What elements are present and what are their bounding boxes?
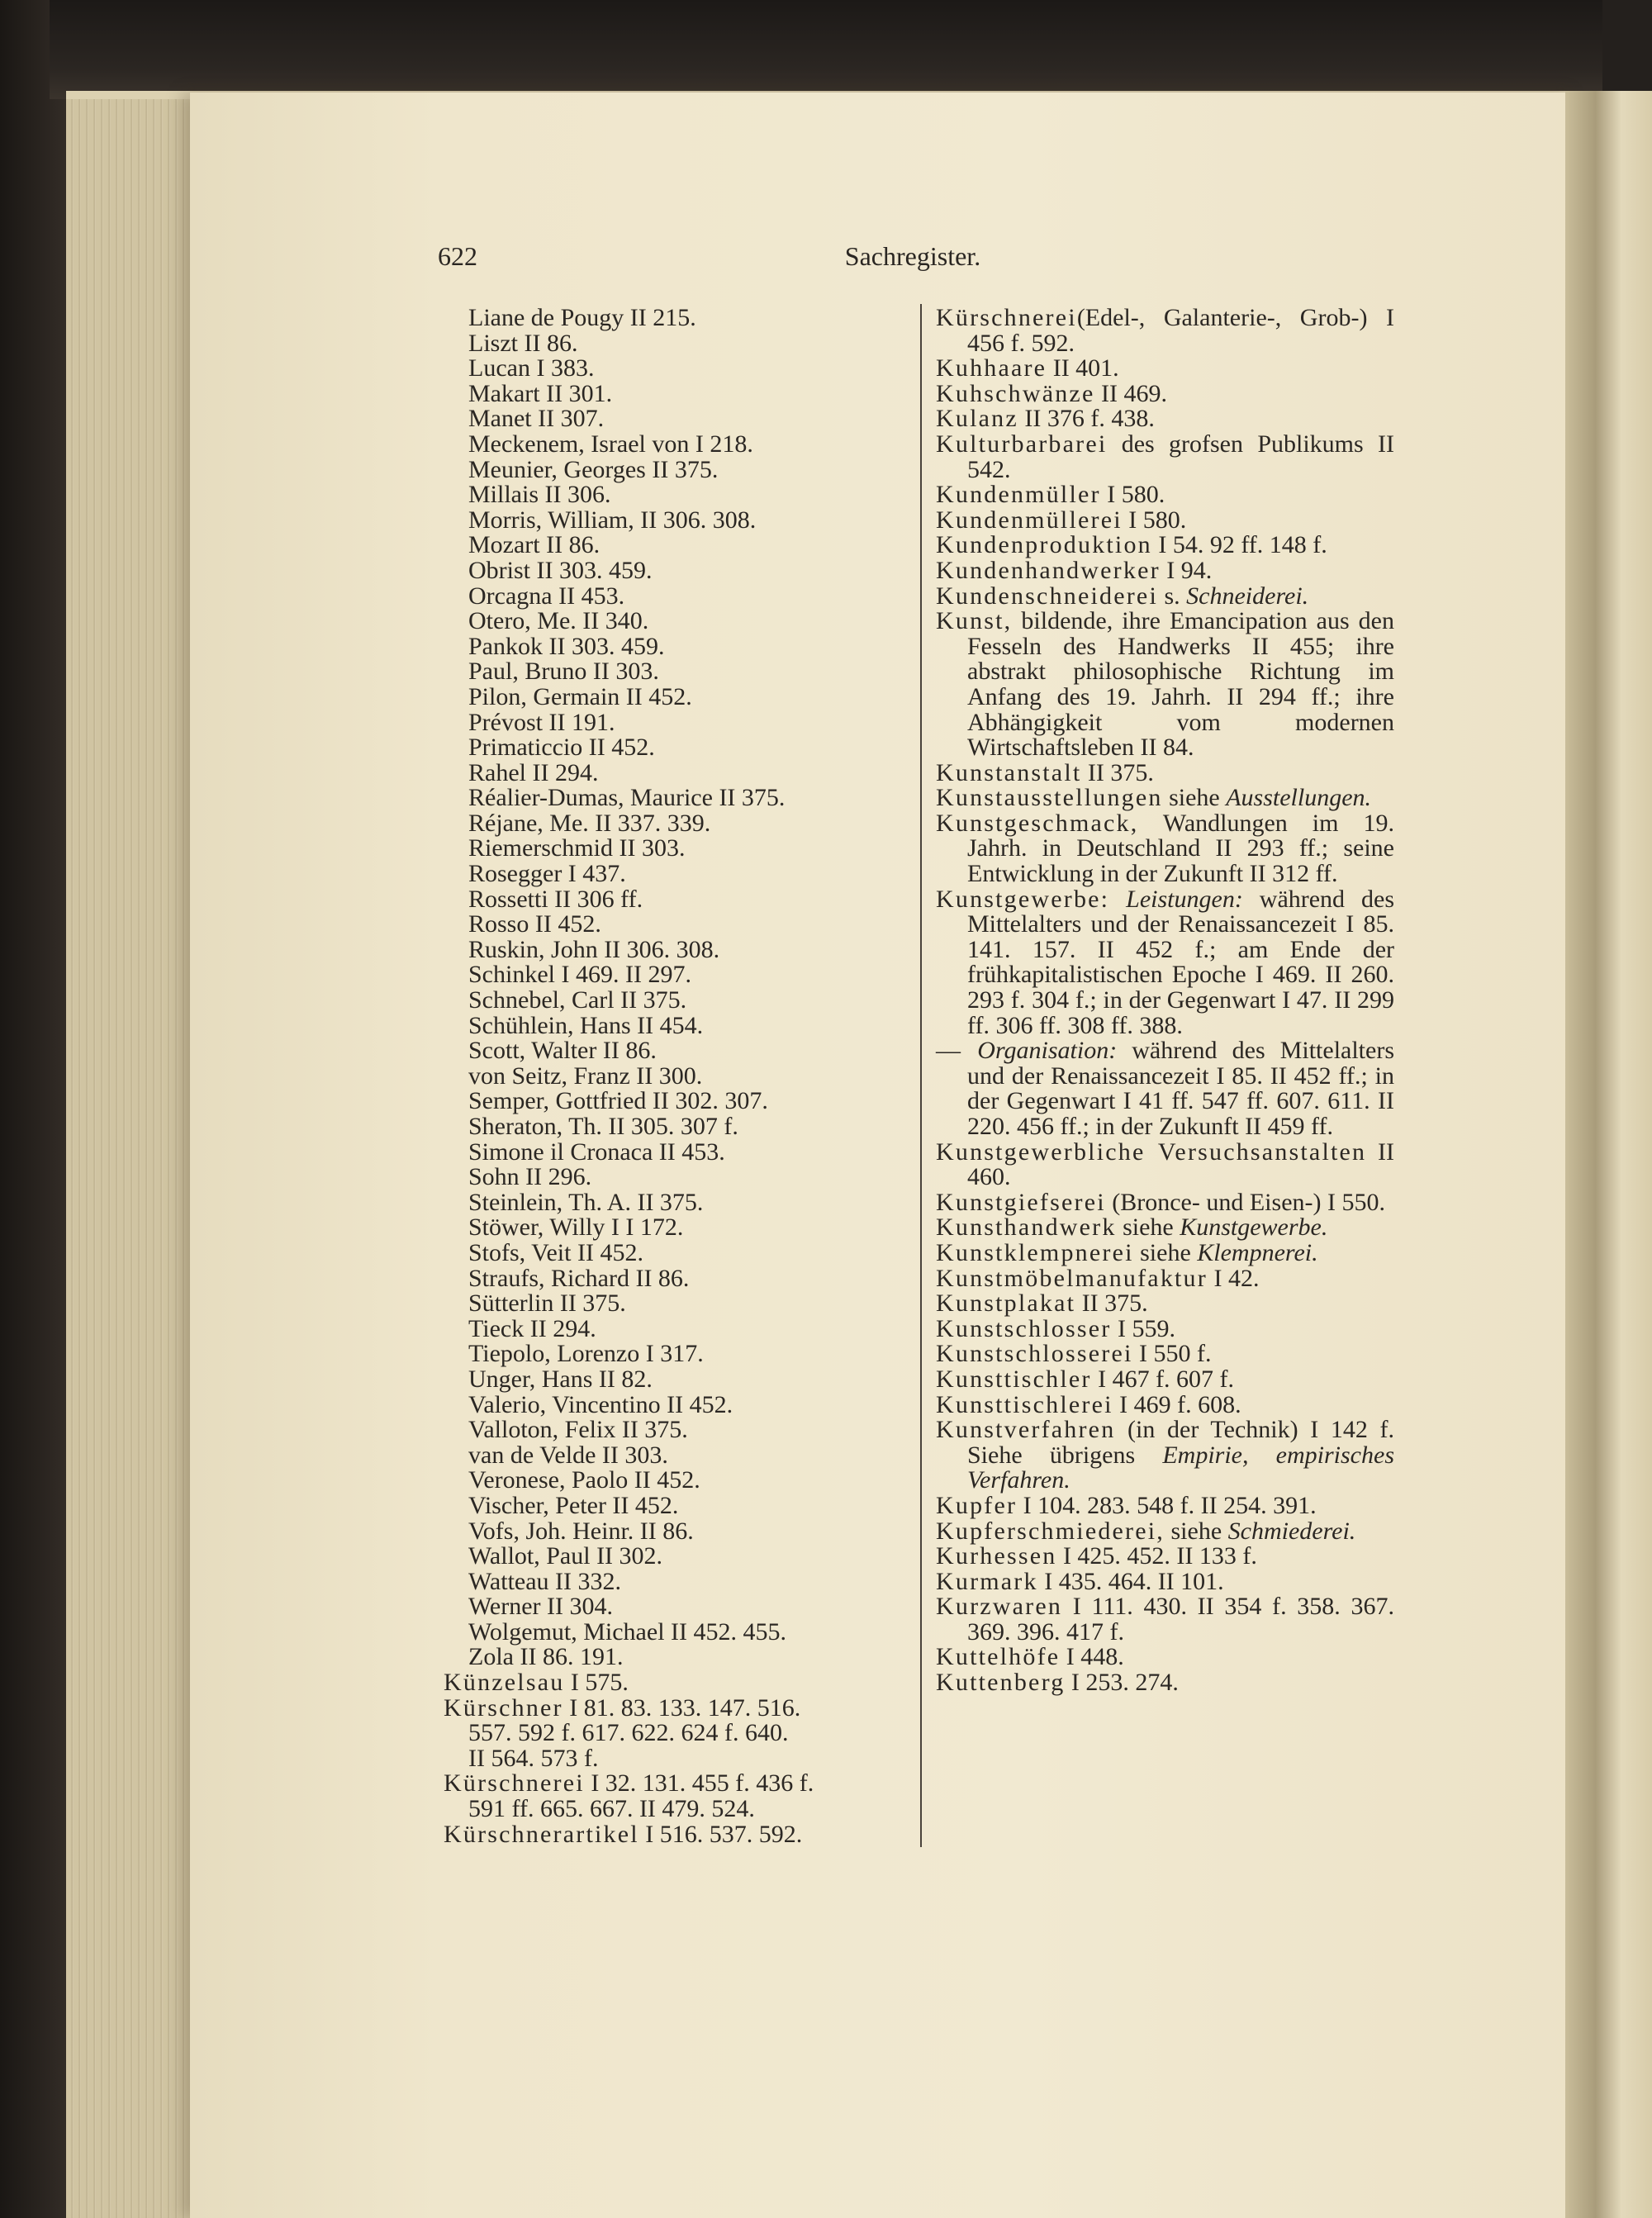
index-entry <box>936 558 1394 584</box>
index-entry <box>444 1314 906 1342</box>
index-keyword: Kupfer <box>936 1491 1018 1519</box>
index-refs: siehe <box>1165 1517 1228 1545</box>
index-refs: Rosegger I 437. <box>468 860 626 888</box>
index-refs: II 564. 573 f. <box>468 1744 599 1772</box>
index-keyword: Kürschnerei <box>444 1769 585 1798</box>
index-entry <box>936 1491 1394 1519</box>
index-refs: siehe <box>1116 1213 1180 1242</box>
index-refs: Morris, William, II 306. 308. <box>468 506 757 534</box>
index-keyword: Kurhessen <box>936 1542 1057 1570</box>
index-column-right <box>936 306 1394 1696</box>
index-refs: Paul, Bruno II 303. <box>468 658 659 686</box>
index-crossref: Schneiderei. <box>1186 582 1309 610</box>
index-keyword: Kundenproduktion <box>936 531 1152 559</box>
index-keyword: Kunst, <box>936 607 1013 635</box>
index-crossref: Kunstgewerbe. <box>1180 1213 1328 1242</box>
index-entry <box>444 1544 906 1570</box>
index-refs: Semper, Gottfried II 302. 307. <box>468 1087 768 1115</box>
index-refs: Wolgemut, Michael II 452. 455. <box>468 1617 787 1646</box>
index-entry <box>444 306 906 331</box>
index-entry <box>444 1137 906 1166</box>
index-refs: I 516. 537. 592. <box>638 1820 803 1848</box>
index-entry <box>444 811 906 837</box>
index-entry <box>936 1266 1394 1292</box>
index-refs: I 94. <box>1160 556 1213 584</box>
index-refs: Steinlein, Th. A. II 375. <box>468 1188 704 1216</box>
index-entry <box>444 1064 906 1090</box>
index-entry <box>444 1190 906 1216</box>
index-entry <box>444 1617 906 1646</box>
index-entry <box>936 1342 1394 1367</box>
index-entry <box>444 1645 906 1670</box>
index-refs: I 54. 92 ff. 148 f. <box>1151 531 1327 559</box>
index-refs: Tiepolo, Lorenzo I 317. <box>468 1340 704 1368</box>
index-refs: siehe <box>1162 784 1227 812</box>
index-entry <box>936 1038 1394 1139</box>
index-refs: Scott, Walter II 86. <box>468 1037 657 1065</box>
index-entry <box>444 935 906 963</box>
index-refs: Mozart II 86. <box>468 531 601 559</box>
index-refs: Stöwer, Willy I I 172. <box>468 1213 684 1242</box>
index-refs: Simone il Cronaca II 453. <box>468 1137 725 1166</box>
index-refs: Rahel II 294. <box>468 758 599 786</box>
index-entry <box>444 1011 906 1039</box>
index-keyword: Kulturbarbarei <box>936 430 1108 458</box>
index-refs: I 467 f. 607 f. <box>1091 1365 1235 1393</box>
index-keyword: Kürschnerartikel <box>444 1820 639 1848</box>
index-refs: während des Mittelalters und der Renaissancezeit I 85. II 452 ff.; in der Gegenwart I 41 ff. 547 ff. 607. 611. II 220. 456 ff.; in der Zukunft II 459 ff. <box>967 1037 1394 1140</box>
index-refs: Riemerschmid II 303. <box>468 834 686 862</box>
index-entry <box>936 1390 1394 1418</box>
index-refs: Prévost II 191. <box>468 708 615 736</box>
index-refs: Meunier, Georges II 375. <box>468 455 719 483</box>
index-refs: II 375. <box>1081 758 1154 786</box>
index-refs: I 580. <box>1122 506 1187 534</box>
index-refs: Otero, Me. II 340. <box>468 607 649 635</box>
index-entry <box>444 758 906 786</box>
index-refs <box>1109 886 1126 913</box>
index-refs: I 104. 283. 548 f. II 254. 391. <box>1017 1491 1317 1519</box>
index-entry <box>936 1418 1394 1494</box>
index-refs: Meckenem, Israel von I 218. <box>468 430 753 458</box>
page-number: 622 <box>438 241 477 271</box>
index-entry <box>444 682 906 710</box>
book-top-edge <box>50 0 1602 99</box>
index-refs: Millais II 306. <box>468 481 611 509</box>
index-refs: Wandlungen im 19. Jahrh. in Deutschland II 293 ff.; seine Entwicklung in der Zukunft II 312 ff. <box>967 809 1394 888</box>
index-entry <box>444 1797 906 1822</box>
index-keyword: Kulanz <box>936 405 1018 433</box>
index-keyword: Künzelsau <box>444 1669 565 1697</box>
index-entry <box>936 1215 1394 1241</box>
index-keyword: Kunsttischler <box>936 1365 1092 1393</box>
index-refs: Zola II 86. 191. <box>468 1643 624 1671</box>
index-refs: Primaticcio II 452. <box>468 734 655 762</box>
index-entry <box>936 887 1394 1039</box>
index-refs: Unger, Hans II 82. <box>468 1365 653 1393</box>
index-entry <box>936 758 1394 786</box>
index-keyword: Kunstklempnerei <box>936 1238 1134 1266</box>
index-entry <box>444 1114 906 1140</box>
index-refs: s. <box>1157 582 1187 610</box>
index-keyword: Kürschnerei <box>936 304 1077 331</box>
index-entry <box>444 432 906 458</box>
index-entry <box>444 836 906 862</box>
index-entry <box>444 609 906 634</box>
index-entry <box>444 634 906 660</box>
index-refs: Tieck II 294. <box>468 1314 596 1342</box>
index-keyword: Kundenmüllerei <box>936 506 1123 534</box>
index-refs: I 253. 274. <box>1065 1669 1179 1697</box>
index-refs: Sheraton, Th. II 305. 307 f. <box>468 1113 738 1140</box>
index-refs: I 550 f. <box>1132 1340 1212 1368</box>
index-entry <box>444 1238 906 1266</box>
index-keyword: Kunstanstalt <box>936 758 1082 786</box>
index-entry <box>444 912 906 938</box>
index-entry <box>444 379 906 407</box>
index-crossref: Leistungen: <box>1126 885 1243 913</box>
index-entry <box>444 1367 906 1393</box>
index-entry <box>444 1215 906 1241</box>
index-refs: I 111. 430. II 354 f. 358. 367. 369. 396. 417 f. <box>967 1593 1394 1646</box>
index-keyword: Kundenhandwerker <box>936 556 1161 584</box>
index-refs: Straufs, Richard II 86. <box>468 1264 690 1292</box>
index-keyword: Kunstgiefserei <box>936 1188 1106 1216</box>
index-entry <box>444 887 906 913</box>
index-entry <box>936 584 1394 610</box>
index-refs: siehe <box>1133 1238 1198 1266</box>
index-entry <box>936 432 1394 482</box>
index-entry <box>444 1266 906 1292</box>
index-entry <box>444 482 906 508</box>
index-entry <box>444 455 906 483</box>
index-entry <box>444 1418 906 1443</box>
index-refs: I 42. <box>1207 1264 1260 1292</box>
index-refs: von Seitz, Franz II 300. <box>468 1062 703 1090</box>
index-entry <box>444 406 906 432</box>
index-entry <box>936 1594 1394 1645</box>
index-keyword: — <box>936 1037 963 1065</box>
index-entry <box>936 533 1394 558</box>
index-keyword: Kunstverfahren <box>936 1416 1116 1444</box>
index-keyword: Kuhschwänze <box>936 379 1095 407</box>
index-entry <box>444 1693 906 1722</box>
index-refs: Réjane, Me. II 337. 339. <box>468 809 711 837</box>
index-refs: des grofsen Publikums II 542. <box>967 430 1394 483</box>
index-entry <box>936 1544 1394 1570</box>
index-entry <box>936 482 1394 508</box>
index-entry <box>936 406 1394 432</box>
index-entry <box>936 1190 1394 1216</box>
index-keyword: Kunstgewerbliche Versuchsanstalten <box>936 1137 1367 1166</box>
index-refs: I 575. <box>564 1669 629 1697</box>
index-entry <box>444 1567 906 1595</box>
index-refs: Watteau II 332. <box>468 1567 622 1595</box>
index-refs <box>962 1037 977 1064</box>
index-entry <box>936 1519 1394 1545</box>
index-refs: II 376 f. 438. <box>1018 405 1155 433</box>
index-refs: Wallot, Paul II 302. <box>468 1542 663 1570</box>
index-refs: 591 ff. 665. 667. II 479. 524. <box>468 1795 755 1823</box>
index-refs: II 401. <box>1047 354 1119 382</box>
index-refs: Valerio, Vincentino II 452. <box>468 1390 733 1418</box>
index-entry <box>444 710 906 736</box>
index-keyword: Kuttelhöfe <box>936 1643 1061 1671</box>
index-refs: Pankok II 303. 459. <box>468 632 665 660</box>
index-entry <box>936 1645 1394 1670</box>
index-refs: Schnebel, Carl II 375. <box>468 986 687 1014</box>
index-entry <box>444 988 906 1014</box>
index-entry <box>444 1746 906 1772</box>
index-refs: Sütterlin II 375. <box>468 1289 626 1318</box>
index-entry <box>936 1291 1394 1317</box>
index-keyword: Kuhhaare <box>936 354 1047 382</box>
index-refs: Orcagna II 453. <box>468 582 625 610</box>
index-refs: Rossetti II 306 ff. <box>468 885 643 913</box>
index-entry <box>444 1038 906 1064</box>
index-keyword: Kurmark <box>936 1567 1038 1595</box>
index-refs: Stofs, Veit II 452. <box>468 1238 643 1266</box>
index-refs: Obrist II 303. 459. <box>468 556 653 584</box>
index-keyword: Kunstgewerbe: <box>936 885 1110 913</box>
index-keyword: Kunstschlosser <box>936 1314 1112 1342</box>
index-entry <box>444 786 906 811</box>
index-refs: 557. 592 f. 617. 622. 624 f. 640. <box>468 1719 789 1747</box>
index-entry <box>444 735 906 761</box>
index-entry <box>444 1468 906 1494</box>
index-entry <box>444 1822 906 1848</box>
index-refs: Lucan I 383. <box>468 354 595 382</box>
index-entry <box>936 1238 1394 1266</box>
index-entry <box>936 508 1394 534</box>
index-refs: Vofs, Joh. Heinr. II 86. <box>468 1517 694 1545</box>
index-refs: Manet II 307. <box>468 405 605 433</box>
page-title: Sachregister. <box>844 241 981 271</box>
index-refs: Liszt II 86. <box>468 329 578 357</box>
index-refs: II 469. <box>1094 379 1167 407</box>
index-entry <box>444 962 906 988</box>
index-keyword: Kuttenberg <box>936 1669 1066 1697</box>
index-refs: Veronese, Paolo II 452. <box>468 1466 700 1494</box>
index-crossref: Klempnerei. <box>1197 1238 1318 1266</box>
index-entry <box>444 1342 906 1367</box>
index-refs: I 425. 452. II 133 f. <box>1056 1542 1257 1570</box>
index-refs: I 448. <box>1060 1643 1124 1671</box>
gutter <box>1565 91 1652 2218</box>
index-entry <box>444 1594 906 1620</box>
index-keyword: Kunstausstellungen <box>936 784 1163 812</box>
index-entry <box>444 1089 906 1114</box>
index-entry <box>444 533 906 558</box>
index-refs: Pilon, Germain II 452. <box>468 682 692 710</box>
index-entry <box>444 1721 906 1746</box>
index-refs: II 375. <box>1075 1289 1148 1318</box>
index-keyword: Kunstplakat <box>936 1289 1076 1318</box>
index-crossref: Schmiederei. <box>1227 1517 1356 1545</box>
index-keyword: Kurzwaren <box>936 1593 1063 1621</box>
index-crossref: Organisation: <box>977 1037 1118 1065</box>
index-entry <box>936 306 1394 356</box>
index-entry <box>444 1771 906 1797</box>
index-entry <box>444 584 906 610</box>
index-refs: Valloton, Felix II 375. <box>468 1416 688 1444</box>
index-refs: I 580. <box>1100 481 1165 509</box>
index-entry <box>444 862 906 887</box>
running-head <box>438 240 1388 273</box>
index-keyword: Kupferschmiederei, <box>936 1517 1165 1545</box>
index-keyword: Kunsthandwerk <box>936 1213 1117 1242</box>
index-refs: (Bronce- und Eisen-) I 550. <box>1105 1188 1385 1216</box>
index-entry <box>936 609 1394 761</box>
index-refs: Makart II 301. <box>468 379 613 407</box>
index-entry <box>444 558 906 584</box>
index-entry <box>444 659 906 685</box>
index-refs: Werner II 304. <box>468 1593 614 1621</box>
index-crossref: Empirie, empirisches Verfahren. <box>967 1441 1394 1494</box>
index-entry <box>444 1390 906 1418</box>
index-crossref: Ausstellungen. <box>1226 784 1372 812</box>
index-refs: (Edel-, Galanterie-, Grob-) I 456 f. 592. <box>967 304 1394 357</box>
index-keyword: Kunstmöbelmanufaktur <box>936 1264 1208 1292</box>
index-refs: II 460. <box>967 1137 1394 1191</box>
index-entry <box>936 1670 1394 1696</box>
index-entry <box>936 786 1394 811</box>
index-keyword: Kunstgeschmack, <box>936 809 1139 837</box>
index-entry <box>444 1491 906 1519</box>
index-column-left <box>444 306 906 1847</box>
index-entry <box>444 331 906 357</box>
index-keyword: Kundenmüller <box>936 481 1101 509</box>
column-rule <box>920 304 922 1847</box>
index-refs: Sohn II 296. <box>468 1163 592 1191</box>
index-entry <box>444 1443 906 1469</box>
index-refs: (in der Technik) I 142 f. Siehe übrigens <box>967 1416 1394 1469</box>
index-refs: I 32. 131. 455 f. 436 f. <box>584 1769 814 1798</box>
index-keyword: Kunsttischlerei <box>936 1390 1113 1418</box>
index-refs: Réalier-Dumas, Maurice II 375. <box>468 784 786 812</box>
index-entry <box>444 1291 906 1317</box>
index-refs: I 559. <box>1111 1314 1175 1342</box>
index-entry <box>444 1519 906 1545</box>
index-refs: Schühlein, Hans II 454. <box>468 1011 704 1039</box>
index-refs: Rosso II 452. <box>468 910 601 938</box>
index-entry <box>936 1314 1394 1342</box>
index-entry <box>936 356 1394 382</box>
index-refs: während des Mittelalters und der Renaissancezeit I 85. 141. 157. II 452 f.; am Ende der frühkapitalistischen Epoche I 469. II 260. 293 f. 304 f.; in der Gegenwart I 47. II 299 ff. 306 ff. 308 ff. 388. <box>967 885 1395 1039</box>
index-refs: Vischer, Peter II 452. <box>468 1491 679 1519</box>
index-keyword: Kundenschneiderei <box>936 582 1158 610</box>
index-entry <box>936 811 1394 887</box>
index-entry <box>444 356 906 382</box>
index-entry <box>936 1567 1394 1595</box>
index-refs: Ruskin, John II 306. 308. <box>468 935 720 963</box>
index-keyword: Kunstschlosserei <box>936 1340 1133 1368</box>
index-refs: bildende, ihre Emancipation aus den Fesseln des Handwerks II 455; ihre abstrakt philosophische Richtung im Anfang des 19. Jahrh. II 294 ff.; ihre Abhängigkeit vom modernen Wirtschaftsleben II 84. <box>967 607 1394 762</box>
index-entry <box>936 1367 1394 1393</box>
index-refs: Liane de Pougy II 215. <box>468 304 696 331</box>
index-entry <box>444 1670 906 1696</box>
index-refs: I 435. 464. II 101. <box>1037 1567 1224 1595</box>
index-refs: I 81. 83. 133. 147. 516. <box>563 1693 801 1722</box>
index-refs: I 469 f. 608. <box>1113 1390 1241 1418</box>
index-entry <box>936 1137 1394 1191</box>
index-refs: van de Velde II 303. <box>468 1441 668 1469</box>
index-entry <box>936 379 1394 407</box>
index-entry <box>444 1165 906 1190</box>
index-refs: Schinkel I 469. II 297. <box>468 961 691 989</box>
index-keyword: Kürschner <box>444 1693 563 1722</box>
index-entry <box>444 508 906 534</box>
